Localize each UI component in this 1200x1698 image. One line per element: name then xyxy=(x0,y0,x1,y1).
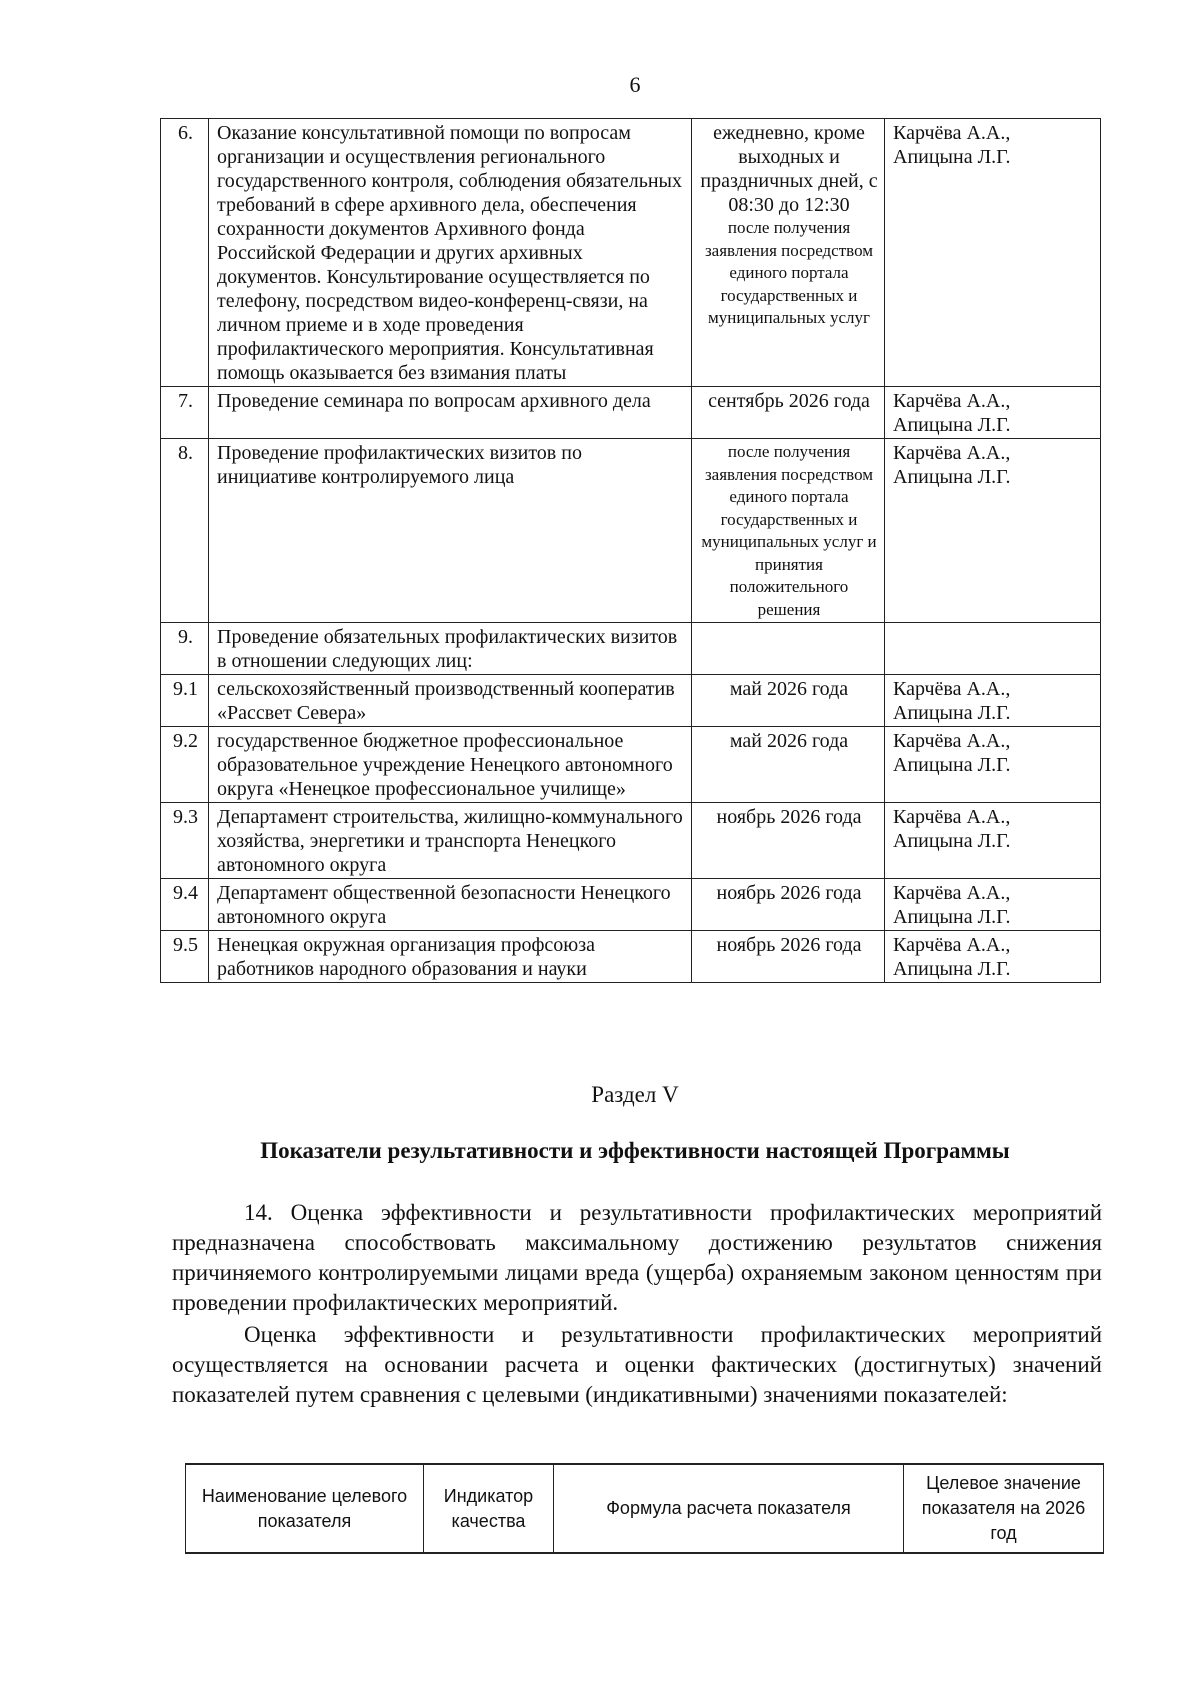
timing-main: ежедневно, кроме выходных и праздничных дней, с 08:30 до 12:30 xyxy=(700,122,878,216)
responsible: Карчёва А.А., Апицына Л.Г. xyxy=(885,931,1101,983)
row-number: 6. xyxy=(161,119,209,387)
event-text: Департамент общественной безопасности Ненецкого автономного округа xyxy=(209,879,692,931)
event-text: сельскохозяйственный производственный кооператив «Рассвет Севера» xyxy=(209,675,692,727)
event-timing: ноябрь 2026 года xyxy=(692,803,885,879)
column-header: Формула расчета показателя xyxy=(554,1464,904,1553)
event-text: Проведение обязательных профилактических визитов в отношении следующих лиц: xyxy=(209,623,692,675)
table-row xyxy=(161,727,1101,803)
column-header: Целевое значение показателя на 2026 год xyxy=(904,1464,1104,1553)
event-timing: май 2026 года xyxy=(692,675,885,727)
event-timing: после получения заявления посредством единого портала государственных и муниципальных услуг и принятия положительного решения xyxy=(692,439,885,623)
indicators-table xyxy=(185,1463,1104,1554)
table-row xyxy=(161,803,1101,879)
section-heading: Показатели результативности и эффективности настоящей Программы xyxy=(260,1138,1010,1163)
row-number: 9.5 xyxy=(161,931,209,983)
row-number: 9.2 xyxy=(161,727,209,803)
row-number: 9.3 xyxy=(161,803,209,879)
table-row xyxy=(161,439,1101,623)
responsible: Карчёва А.А., Апицына Л.Г. xyxy=(885,439,1101,623)
table-row xyxy=(161,675,1101,727)
responsible: Карчёва А.А., Апицына Л.Г. xyxy=(885,727,1101,803)
paragraph-14: 14. Оценка эффективности и результативности профилактических мероприятий предназначена способствовать максимальному достижению результатов снижения причиняемого контролируемыми лицами вреда (ущерба) охраняемым законом ценностям при проведении профилактических мероприятий. xyxy=(172,1200,1102,1315)
event-timing xyxy=(692,119,885,387)
event-text: Ненецкая окружная организация профсоюза работников народного образования и науки xyxy=(209,931,692,983)
responsible: Карчёва А.А., Апицына Л.Г. xyxy=(885,879,1101,931)
row-number: 7. xyxy=(161,387,209,439)
table-row xyxy=(161,119,1101,387)
event-text: Проведение профилактических визитов по инициативе контролируемого лица xyxy=(209,439,692,623)
event-timing: сентябрь 2026 года xyxy=(692,387,885,439)
event-timing: ноябрь 2026 года xyxy=(692,931,885,983)
row-number: 9.4 xyxy=(161,879,209,931)
section-title: Раздел V xyxy=(591,1082,679,1107)
paragraph-evaluation: Оценка эффективности и результативности профилактических мероприятий осуществляется на основании расчета и оценки фактических (достигнутых) значений показателей путем сравнения с целевыми (индикативными) значениями показателей: xyxy=(172,1322,1102,1407)
page-number: 6 xyxy=(629,72,641,97)
event-timing: май 2026 года xyxy=(692,727,885,803)
event-timing: ноябрь 2026 года xyxy=(692,879,885,931)
event-text: Проведение семинара по вопросам архивного дела xyxy=(209,387,692,439)
row-number: 8. xyxy=(161,439,209,623)
table-row xyxy=(161,623,1101,675)
table-header-row xyxy=(186,1464,1104,1553)
column-header: Наименование целевого показателя xyxy=(186,1464,424,1553)
responsible xyxy=(885,623,1101,675)
responsible: Карчёва А.А., Апицына Л.Г. xyxy=(885,119,1101,387)
row-number: 9.1 xyxy=(161,675,209,727)
event-text: Оказание консультативной помощи по вопросам организации и осуществления регионального государственного контроля, соблюдения обязательных требований в сфере архивного дела, обеспечения сохранности документов Архивного фонда Российской Федерации и других архивных документов. Консультирование осуществляется по телефону, посредством видео-конференц-связи, на личном приеме и в ходе проведения профилактического мероприятия. Консультативная помощь оказывается без взимания платы xyxy=(209,119,692,387)
table-row xyxy=(161,387,1101,439)
table-row xyxy=(161,879,1101,931)
timing-extra: после получения заявления посредством единого портала государственных и муниципальных услуг xyxy=(704,218,874,327)
responsible: Карчёва А.А., Апицына Л.Г. xyxy=(885,387,1101,439)
event-timing xyxy=(692,623,885,675)
responsible: Карчёва А.А., Апицына Л.Г. xyxy=(885,803,1101,879)
event-text: государственное бюджетное профессиональное образовательное учреждение Ненецкого автономного округа «Ненецкое профессиональное училище» xyxy=(209,727,692,803)
row-number: 9. xyxy=(161,623,209,675)
event-text: Департамент строительства, жилищно-коммунального хозяйства, энергетики и транспорта Ненецкого автономного округа xyxy=(209,803,692,879)
responsible: Карчёва А.А., Апицына Л.Г. xyxy=(885,675,1101,727)
table-row xyxy=(161,931,1101,983)
events-table xyxy=(160,118,1101,983)
column-header: Индикатор качества xyxy=(424,1464,554,1553)
